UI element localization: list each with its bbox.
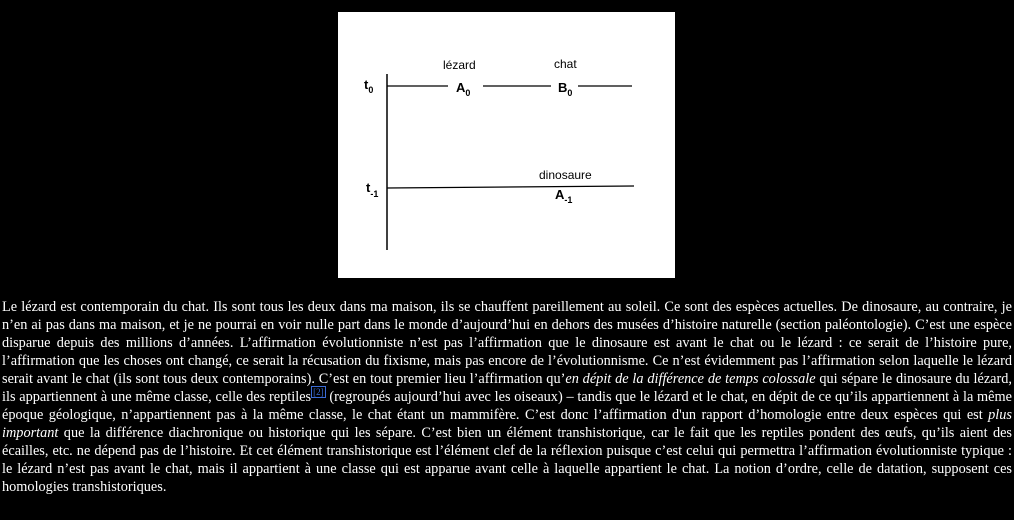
lizard-symbol: $A_0$ [456,80,471,98]
footnote-link[interactable]: [2] [313,387,324,398]
paragraph-italic-2: plus important [2,407,1012,441]
paragraph-part-3: (regroupés aujourd’hui avec les oiseaux) – tandis que le lézard et le chat, en dépit de ce qu’ils appartiennent à la même époque géologique, n’appartiennent pas à la même classe, le chat étant un mammifère. C’est donc l’affirmation d'un rapport d’homologie entre deux espèces qui est [2,389,1012,423]
dinosaur-symbol: $A_{-1}$ [555,187,573,205]
paragraph-part-4: que la différence diachronique ou historique qui les sépare. C’est bien un élément transhistorique, car le fait que les reptiles pondent des œufs, qu’ils aient des écailles, etc. ne dépend pas de l’histoire. Et cet élément transhistorique est l’élément clef de la réflexion puisque c’est celui qui permettra l’affirmation évolutionniste typique : le lézard n’est pas avant le chat, mais il appartient à une classe qui est apparue avant celle à laquelle appartient le chat. La notion d’ordre, celle de datation, supposent ces homologies transhistoriques. [2,425,1012,495]
dinosaur-name: dinosaure [539,168,592,182]
paragraph-part-1: Le lézard est contemporain du chat. Ils sont tous les deux dans ma maison, ils se chauffent pareillement au soleil. Ce sont des espèces actuelles. De dinosaure, au contraire, je n’en ai pas dans ma maison, et je ne pourrai en voir nulle part dans le monde d’aujourd’hui en dehors des musées d’histoire naturelle (section paléontologie). C’est une espèce disparue depuis des millions d’années. L’affirmation évolutionniste n’est pas l’affirmation que le dinosaure est avant le chat ou le lézard : ce serait de l’histoire pure, l’affirmation que les choses ont changé, ce serait la récusation du fixisme, mais pas encore de l’évolutionnisme. Ce n’est évidemment pas l’affirmation selon laquelle le lézard serait avant le chat (ils sont tous deux contemporains). C’est en tout premier lieu l’affirmation qu’ [2,299,1012,387]
paragraph-italic-1: en dépit de la différence de temps colossale [565,371,816,387]
t0-label: $t_0$ [364,77,374,95]
paragraph-part-2: qui sépare le dinosaure du lézard, ils appartiennent à une même classe, celle des reptiles [2,371,1012,405]
cat-name: chat [554,57,577,71]
lizard-name: lézard [443,58,476,72]
t-minus-1-line [387,186,634,188]
body-paragraph [2,298,1012,496]
evolution-diagram [338,12,675,278]
diagram-svg [338,12,675,278]
t-minus-1-label: $t_{-1}$ [366,180,379,199]
cat-symbol: $B_0$ [558,80,573,98]
